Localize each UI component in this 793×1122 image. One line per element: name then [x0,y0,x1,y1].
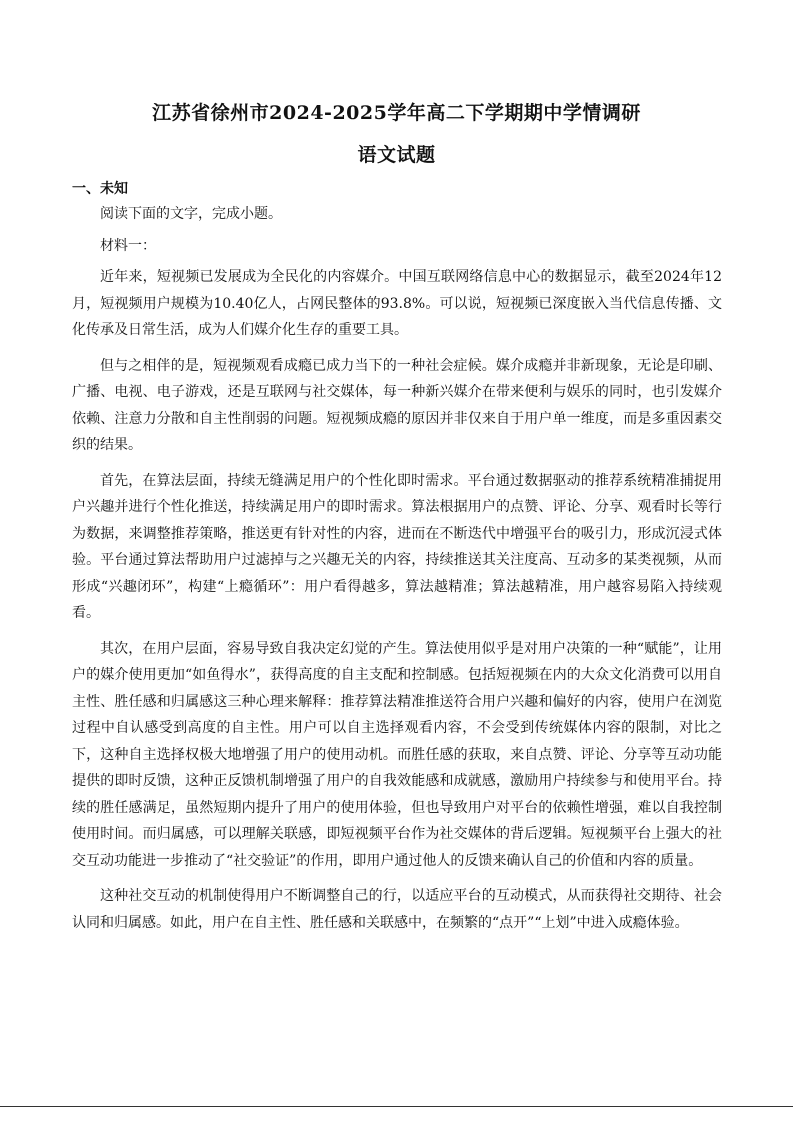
document-body [72,201,722,945]
footer-rule [0,1106,793,1107]
material-label: 材料一： [100,237,156,254]
body-paragraph: 近年来，短视频已发展成为全民化的内容媒介。中国互联网络信息中心的数据显示，截至2024年12月，短视频用户规模为10.40亿人，占网民整体的93.8%。可以说，短视频已深度嵌入当代信息传播、文化传承及日常生活，成为人们媒介化生存的重要工具。 [72,269,722,338]
document-subtitle: 语文试题 [357,144,436,166]
body-paragraph: 首先，在算法层面，持续无缝满足用户的个性化即时需求。平台通过数据驱动的推荐系统精准捕捉用户兴趣并进行个性化推送，持续满足用户的即时需求。算法根据用户的点赞、评论、分享、观看时长等行为数据，来调整推荐策略，推送更有针对性的内容，进而在不断迭代中增强平台的吸引力，形成沉浸式体验。平台通过算法帮助用户过滤掉与之兴趣无关的内容，持续推送其关注度高、互动多的某类视频，从而形成“兴趣闭环”，构建“上瘾循环”：用户看得越多，算法越精准；算法越精准，用户越容易陷入持续观看。 [72,472,722,621]
body-paragraph: 这种社交互动的机制使得用户不断调整自己的行，以适应平台的互动模式，从而获得社交期待、社会认同和归属感。如此，用户在自主性、胜任感和关联感中，在频繁的“点开”“上划”中进入成瘾体验。 [72,888,722,931]
section-heading: 一、未知 [72,181,128,197]
instruction-paragraph: 阅读下面的文字，完成小题。 [100,206,282,222]
body-paragraph: 但与之相伴的是，短视频观看成瘾已成力当下的一种社会症候。媒介成瘾并非新现象，无论是印刷、广播、电视、电子游戏，还是互联网与社交媒体，每一种新兴媒介在带来便利与娱乐的同时，也引发媒介依赖、注意力分散和自主性削弱的问题。短视频成瘾的原因并非仅来自于用户单一维度，而是多重因素交织的结果。 [72,357,722,453]
body-paragraph: 其次，在用户层面，容易导致自我决定幻觉的产生。算法使用似乎是对用户决策的一种“赋能”，让用户的媒介使用更加“如鱼得水”，获得高度的自主支配和控制感。包括短视频在内的大众文化消费可以用自主性、胜任感和归属感这三种心理来解释：推荐算法精准推送符合用户兴趣和偏好的内容，使用户在浏览过程中自认感受到高度的自主性。用户可以自主选择观看内容，不会受到传统媒体内容的限制，对比之下，这种自主选择权极大地增强了用户的使用动机。而胜任感的获取，来自点赞、评论、分享等互动功能提供的即时反馈，这种正反馈机制增强了用户的自我效能感和成就感，激励用户持续参与和使用平台。持续的胜任感满足，虽然短期内提升了用户的使用体验，但也导致用户对平台的依赖性增强，难以自我控制使用时间。而归属感，可以理解关联感，即短视频平台作为社交媒体的背后逻辑。短视频平台上强大的社交互动功能进一步推动了“社交验证”的作用，即用户通过他人的反馈来确认自己的价值和内容的质量。 [72,640,722,869]
document-title: 江苏省徐州市2024-2025学年高二下学期期中学情调研 [152,102,641,124]
